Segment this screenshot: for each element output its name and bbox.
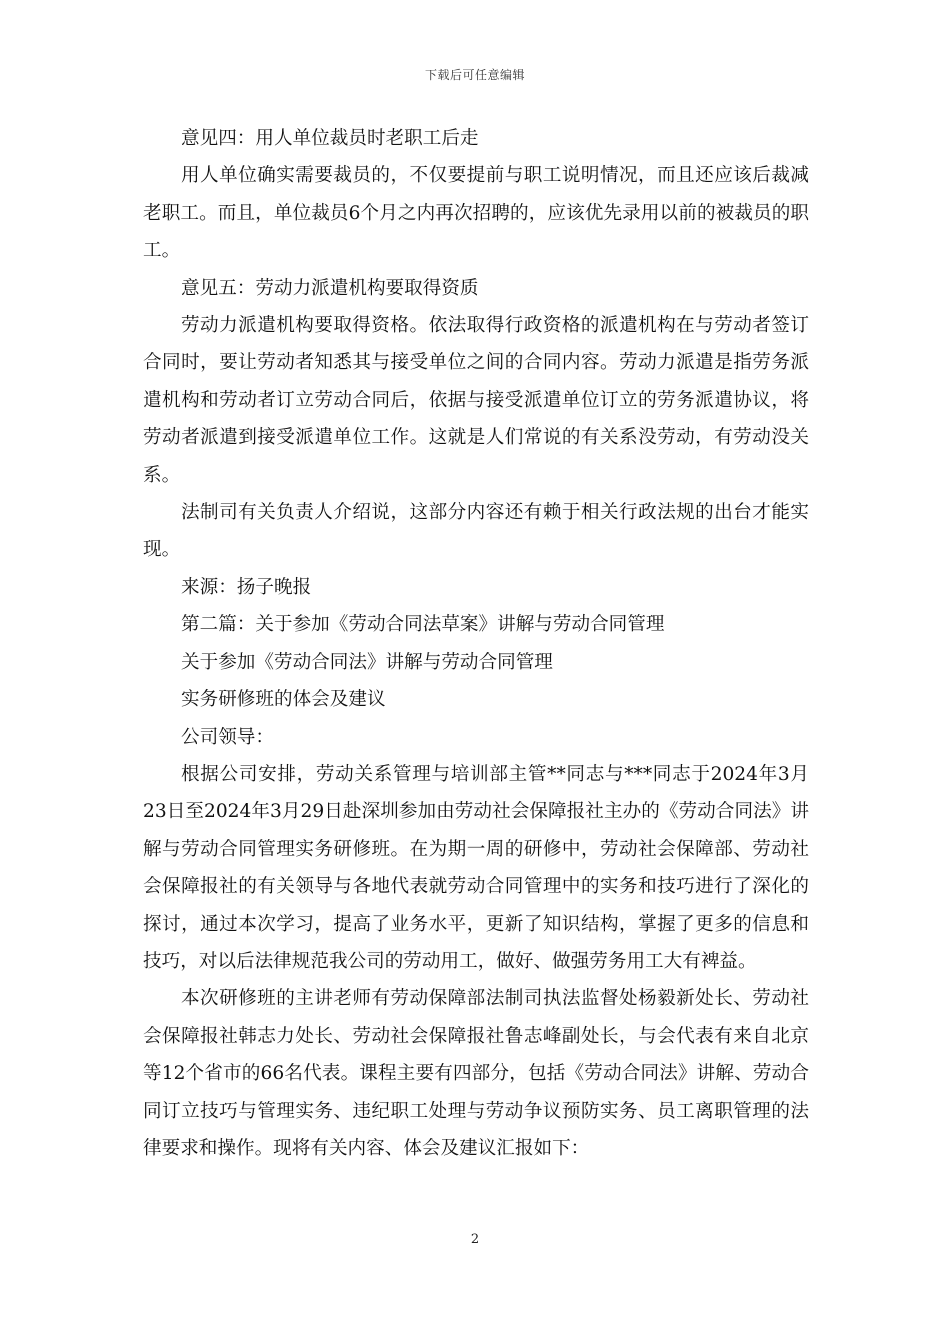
second-article-title: 第二篇：关于参加《劳动合同法草案》讲解与劳动合同管理 <box>181 614 665 636</box>
page-number: 2 <box>470 1232 480 1247</box>
document-body <box>143 120 809 1167</box>
opinion-four-heading: 意见四：用人单位裁员时老职工后走 <box>181 128 479 149</box>
legal-department-note: 法制司有关负责人介绍说，这部分内容还有赖于相关行政法规的出台才能实现。 <box>143 502 809 561</box>
opinion-four-body: 用人单位确实需要裁员的，不仅要提前与职工说明情况，而且还应该后裁减老职工。而且，单位裁员6个月之内再次招聘的，应该优先录用以前的被裁员的职工。 <box>143 165 809 262</box>
report-title-line-2: 实务研修班的体会及建议 <box>181 689 386 711</box>
source-line: 来源：扬子晚报 <box>181 576 312 598</box>
opinion-five-body: 劳动力派遣机构要取得资格。依法取得行政资格的派遣机构在与劳动者签订合同时，要让劳动者知悉其与接受单位之间的合同内容。劳动力派遣是指劳务派遣机构和劳动者订立劳动合同后，依据与接受派遣单位订立的劳务派遣协议，将劳动者派遣到接受派遣单位工作。这就是人们常说的有关系没劳动，有劳动没关系。 <box>143 315 809 486</box>
report-paragraph-2: 本次研修班的主讲老师有劳动保障部法制司执法监督处杨毅新处长、劳动社会保障报社韩志力处长、劳动社会保障报社鲁志峰副处长，与会代表有来自北京等12个省市的66名代表。课程主要有四部分，包括《劳动合同法》讲解、劳动合同订立技巧与管理实务、违纪职工处理与劳动争议预防实务、员工离职管理的法律要求和操作。现将有关内容、体会及建议汇报如下： <box>143 988 809 1159</box>
report-paragraph-1: 根据公司安排，劳动关系管理与培训部主管**同志与***同志于2024年3月23日至2024年3月29日赴深圳参加由劳动社会保障报社主办的《劳动合同法》讲解与劳动合同管理实务研修班。在为期一周的研修中，劳动社会保障部、劳动社会保障报社的有关领导与各地代表就劳动合同管理中的实务和技巧进行了深化的探讨，通过本次学习，提高了业务水平，更新了知识结构，掌握了更多的信息和技巧，对以后法律规范我公司的劳动用工，做好、做强劳务用工大有裨益。 <box>143 763 809 972</box>
opinion-five-heading: 意见五：劳动力派遣机构要取得资质 <box>181 277 479 299</box>
report-title-line-1: 关于参加《劳动合同法》讲解与劳动合同管理 <box>181 651 553 673</box>
page-header: 下载后可任意编辑 <box>424 68 525 82</box>
salutation: 公司领导： <box>181 726 274 748</box>
